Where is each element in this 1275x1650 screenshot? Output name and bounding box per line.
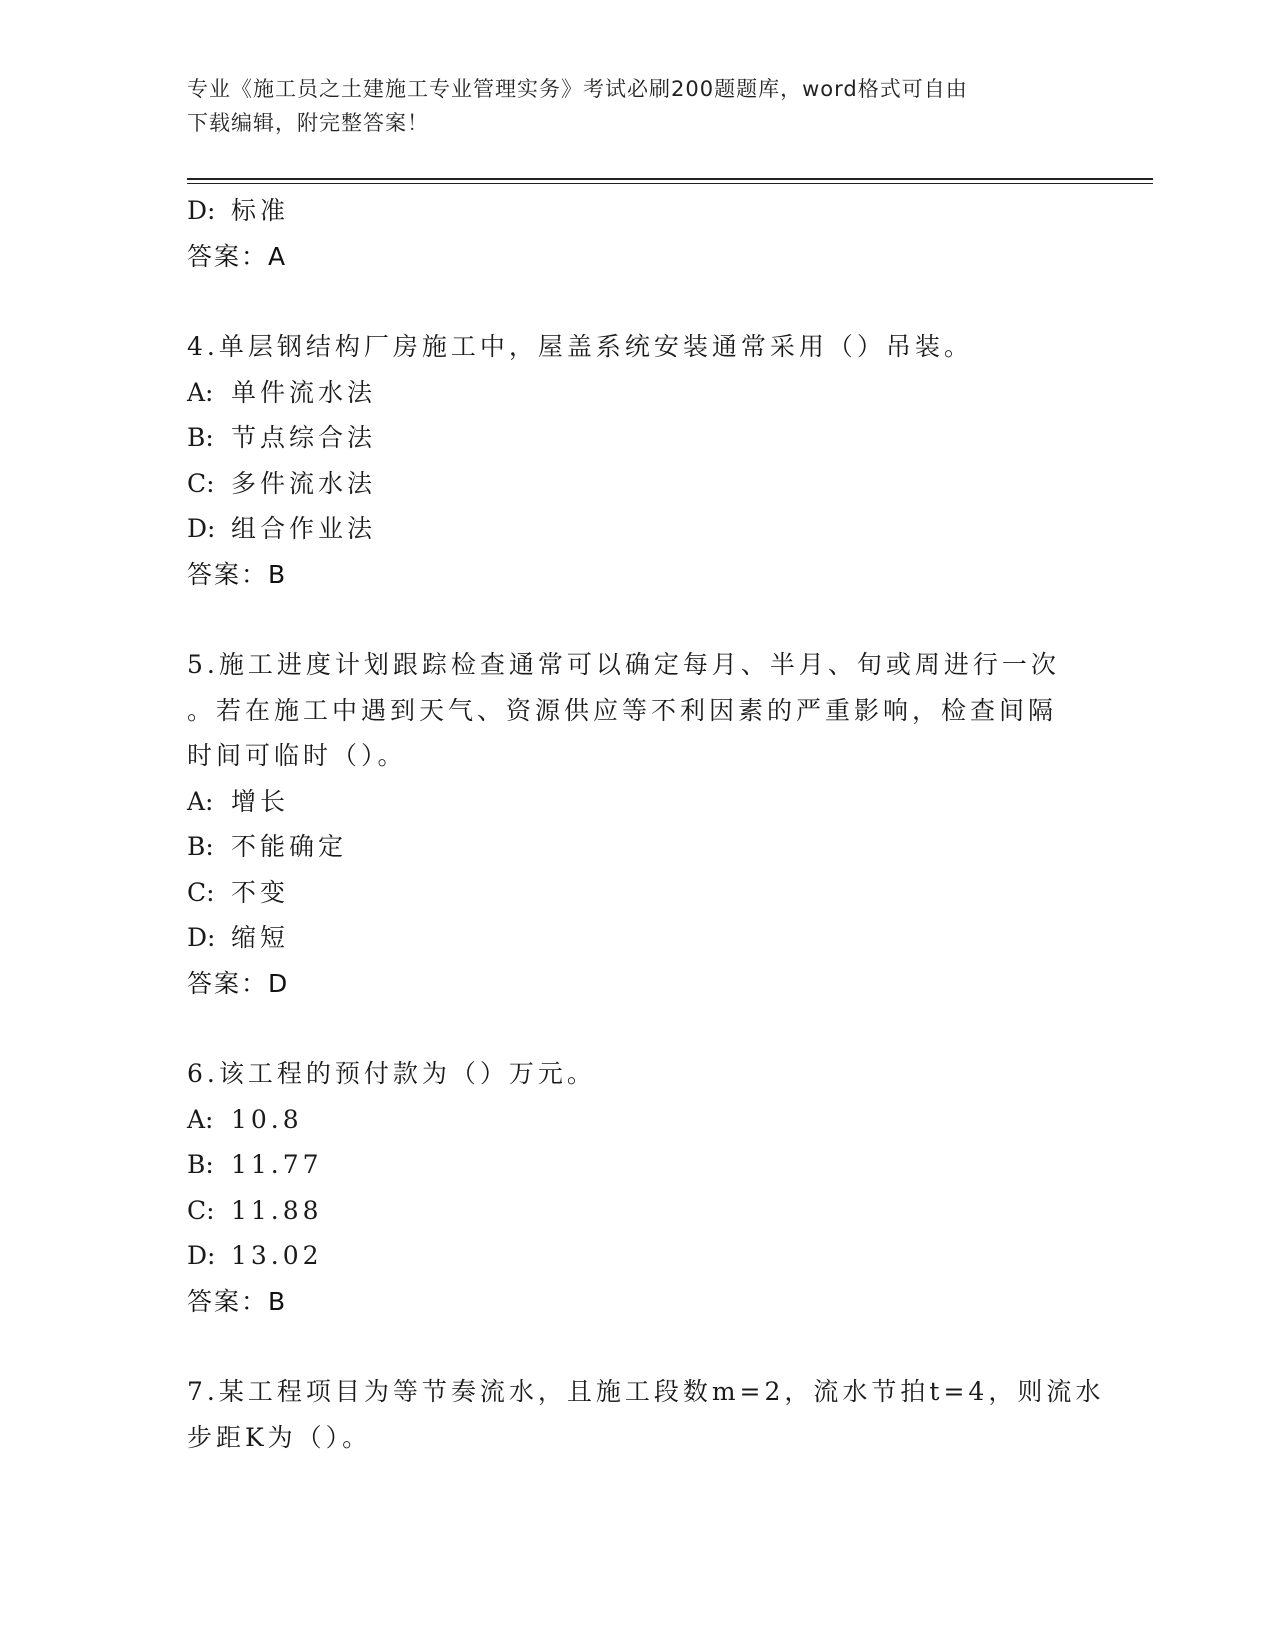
option-c — [187, 461, 1087, 507]
header-rule-thick — [187, 178, 1153, 180]
option-d — [187, 188, 1087, 234]
option-a — [187, 370, 1087, 416]
option-text: 11.88 — [231, 1195, 323, 1225]
option-text: 13.02 — [231, 1241, 323, 1270]
question-text: 步距K为（）。 — [187, 1422, 372, 1452]
answer-line: 答案：B — [187, 1286, 288, 1316]
option-label: D: — [187, 1241, 216, 1270]
option-label: A: — [187, 1104, 214, 1134]
option-b — [187, 1142, 1087, 1188]
question-7 — [187, 1369, 1105, 1460]
option-text: 节点综合法 — [231, 423, 377, 452]
option-text: 不变 — [231, 877, 290, 907]
option-a — [187, 779, 1087, 825]
option-b — [187, 824, 1087, 870]
option-label: B: — [187, 1150, 214, 1179]
option-label: D: — [187, 923, 216, 952]
header-rule-thin — [187, 183, 1153, 184]
option-d — [187, 1233, 1087, 1279]
question-text: 6.该工程的预付款为（）万元。 — [187, 1059, 596, 1088]
answer-line: 答案：A — [187, 241, 288, 271]
option-label: B: — [187, 423, 214, 452]
option-label: A: — [187, 377, 214, 407]
option-d — [187, 506, 1087, 552]
question-text: 7.某工程项目为等节奏流水，且施工段数m=2，流水节拍t=4，则流水 — [187, 1377, 1105, 1406]
option-a — [187, 1097, 1087, 1143]
option-text: 缩短 — [231, 923, 290, 952]
option-label: D: — [187, 196, 216, 225]
option-text: 不能确定 — [231, 832, 348, 861]
question-text: 5.施工进度计划跟踪检查通常可以确定每月、半月、旬或周进行一次 — [187, 650, 1060, 679]
option-text: 10.8 — [231, 1104, 303, 1134]
answer-line: 答案：B — [187, 559, 288, 589]
option-b — [187, 415, 1087, 461]
document-header — [187, 72, 1067, 140]
option-label: B: — [187, 832, 214, 861]
question-text: 4.单层钢结构厂房施工中，屋盖系统安装通常采用（）吊装。 — [187, 332, 973, 361]
option-label: C: — [187, 1195, 215, 1225]
option-label: C: — [187, 468, 215, 498]
option-text: 组合作业法 — [231, 514, 377, 543]
option-label: A: — [187, 786, 214, 816]
option-text: 多件流水法 — [231, 468, 377, 498]
option-c — [187, 1188, 1087, 1234]
question-list — [187, 188, 1105, 1460]
option-c — [187, 870, 1087, 916]
question-6 — [187, 1051, 1087, 1324]
option-label: C: — [187, 877, 215, 907]
option-label: D: — [187, 514, 216, 543]
option-text: 增长 — [231, 786, 290, 816]
answer-line: 答案：D — [187, 968, 290, 998]
question-5 — [187, 642, 1087, 1006]
question-4 — [187, 324, 1087, 597]
option-text: 11.77 — [231, 1150, 323, 1179]
option-d — [187, 915, 1087, 961]
option-text: 标准 — [231, 196, 290, 225]
header-line-1: 专业《施工员之土建施工专业管理实务》考试必刷200题题库，word格式可自由 — [187, 77, 968, 101]
question-text: 。若在施工中遇到天气、资源供应等不利因素的严重影响，检查间隔 — [187, 695, 1058, 725]
header-line-2: 下载编辑，附完整答案！ — [187, 111, 429, 135]
question-text: 时间可临时（）。 — [187, 741, 407, 770]
option-text: 单件流水法 — [231, 377, 377, 407]
